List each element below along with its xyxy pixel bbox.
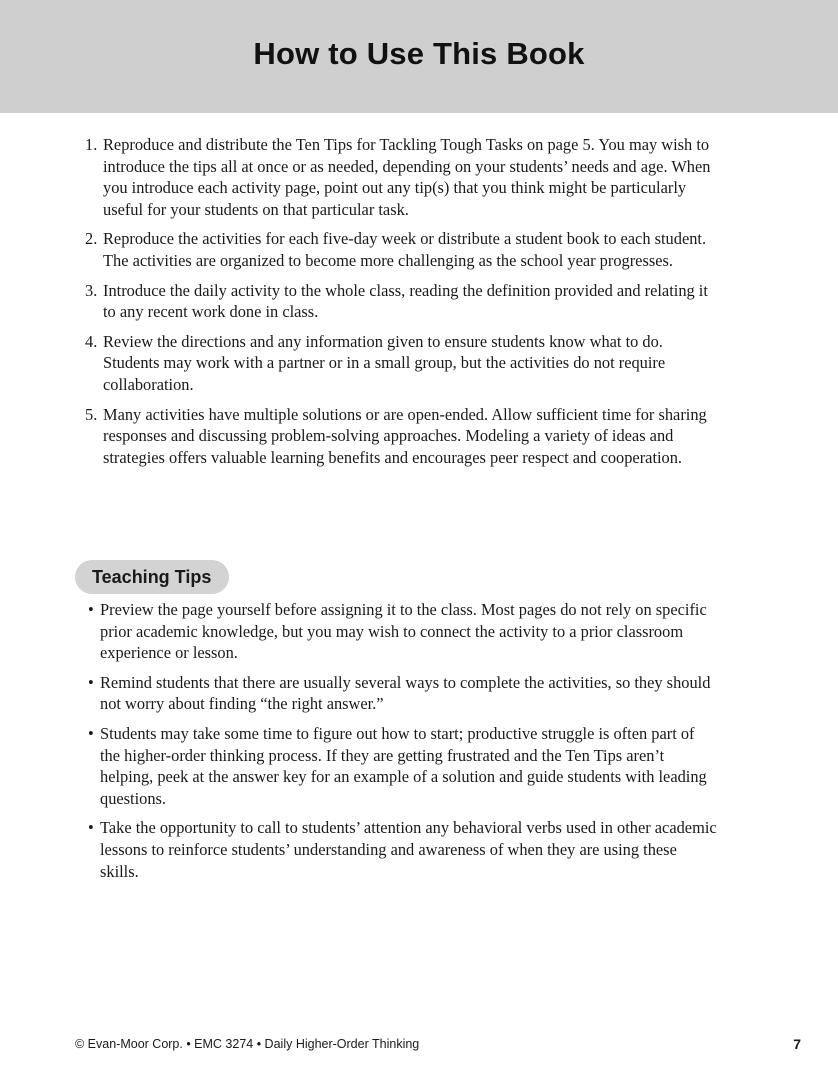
instruction-step	[82, 331, 722, 396]
tip-text: Take the opportunity to call to students’ attention any behavioral verbs used in other academic lessons to reinforce students’ understanding and awareness of when they are using these skills.	[100, 818, 717, 881]
instruction-step	[82, 228, 722, 271]
teaching-tips-heading: Teaching Tips	[75, 560, 229, 594]
step-text: Many activities have multiple solutions or are open-ended. Allow sufficient time for sharing responses and discussing problem-solving approaches. Modeling a variety of ideas and strategies offers valuable learning benefits and encourages peer respect and cooperation.	[103, 404, 707, 467]
instruction-step	[82, 134, 722, 220]
step-number: 5.	[85, 404, 98, 424]
instructions-list	[82, 134, 722, 476]
bullet-icon: •	[88, 723, 94, 743]
step-number: 4.	[85, 331, 98, 351]
instruction-step	[82, 404, 722, 469]
tip-text: Remind students that there are usually several ways to complete the activities, so they should not worry about finding “the right answer.”	[100, 672, 711, 714]
page-number: 7	[793, 1036, 801, 1052]
step-number: 3.	[85, 280, 98, 300]
bullet-icon: •	[88, 600, 94, 619]
step-text: Reproduce and distribute the Ten Tips for Tackling Tough Tasks on page 5. You may wish to introduce the tips all at once or as needed, depending on your students’ needs and age. When you introduce each activity page, point out any tip(s) that you think might be particularly useful for your students on that particular task.	[103, 135, 711, 219]
step-number: 2.	[85, 229, 98, 249]
step-number: 1.	[85, 135, 98, 154]
tip-text: Preview the page yourself before assigning it to the class. Most pages do not rely on specific prior academic knowledge, but you may wish to connect the activity to a prior classroom experience or lesson.	[100, 600, 707, 663]
footer-credit: © Evan-Moor Corp. • EMC 3274 • Daily Higher-Order Thinking	[75, 1037, 420, 1051]
teaching-tips-list	[88, 599, 718, 890]
bullet-icon: •	[88, 818, 94, 838]
instruction-step	[82, 280, 722, 323]
tip-text: Students may take some time to figure out how to start; productive struggle is often part of the higher-order thinking process. If they are getting frustrated and the Ten Tips aren’t helping, peek at the answer key for an example of a solution and guide students with leading questions.	[100, 723, 707, 808]
bullet-icon: •	[88, 672, 94, 692]
page-title: How to Use This Book	[253, 36, 585, 71]
step-text: Introduce the daily activity to the whole class, reading the definition provided and relating it to any recent work done in class.	[103, 280, 708, 322]
tip-item	[88, 672, 718, 715]
step-text: Reproduce the activities for each five-day week or distribute a student book to each student. The activities are organized to become more challenging as the school year progresses.	[103, 229, 707, 270]
tip-item	[88, 599, 718, 664]
tip-item	[88, 817, 718, 882]
step-text: Review the directions and any information given to ensure students know what to do. Students may work with a partner or in a small group, but the activities do not require collaboration.	[103, 331, 666, 394]
tip-item	[88, 723, 718, 809]
